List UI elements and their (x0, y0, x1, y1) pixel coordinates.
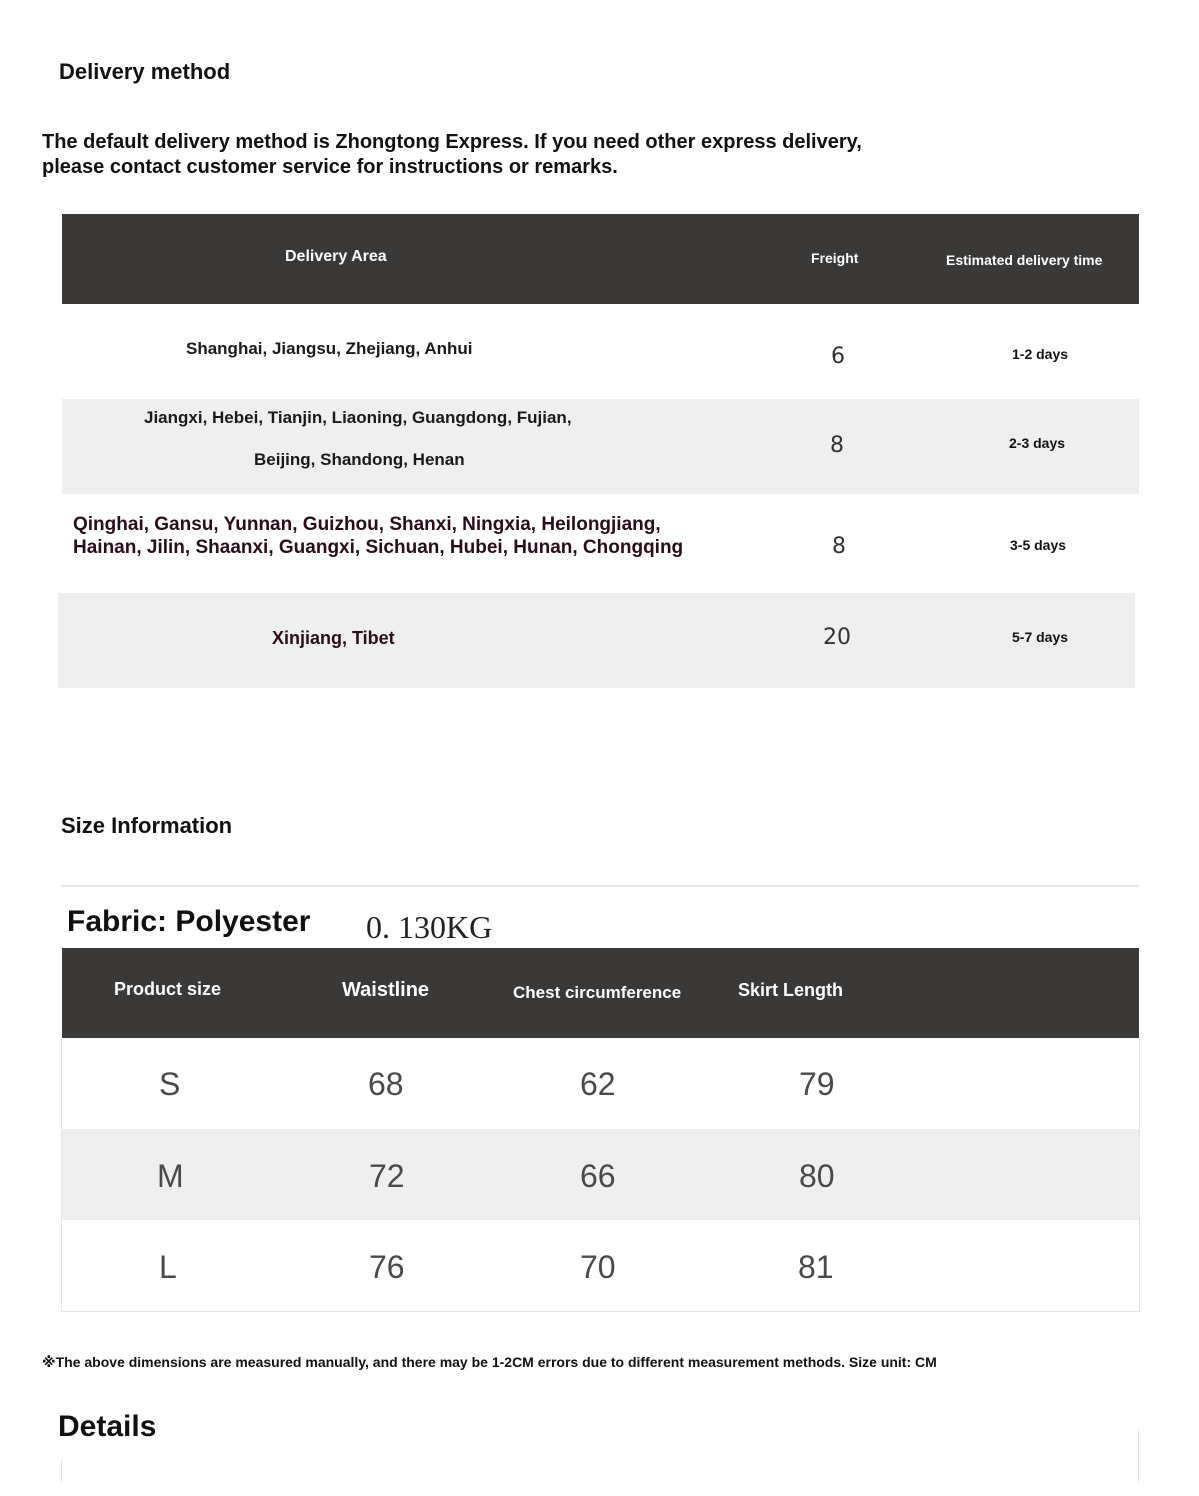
delivery-row (62, 494, 1139, 593)
delivery-area (73, 513, 683, 559)
delivery-intro (42, 130, 862, 180)
delivery-area-line2: Beijing, Shandong, Henan (254, 450, 465, 469)
header-chest: Chest circumference (513, 983, 682, 1002)
delivery-row (58, 593, 1135, 688)
delivery-time: 5-7 days (1012, 629, 1069, 645)
header-freight: Freight (811, 250, 859, 266)
section-divider (61, 885, 1139, 887)
chest-value: 62 (580, 1066, 616, 1102)
length-value: 81 (798, 1249, 834, 1285)
delivery-row (62, 399, 1139, 494)
header-waistline: Waistline (342, 979, 430, 1001)
length-value: 79 (799, 1066, 835, 1102)
details-section-title: Details (58, 1410, 157, 1443)
size-value: M (157, 1158, 184, 1194)
size-row (61, 1220, 1140, 1312)
delivery-time: 3-5 days (1010, 537, 1067, 553)
size-row (61, 1129, 1140, 1220)
table-edge (61, 1460, 62, 1482)
header-product-size: Product size (114, 979, 222, 999)
size-table-header (62, 948, 1139, 1038)
waist-value: 68 (368, 1066, 404, 1102)
size-row (61, 1038, 1140, 1129)
delivery-time: 1-2 days (1012, 346, 1069, 362)
size-value: L (159, 1249, 177, 1285)
measurement-note: ※The above dimensions are measured manually, and there may be 1-2CM errors due to different measurement methods. Size unit: CM (42, 1354, 937, 1370)
table-edge (1138, 1430, 1139, 1482)
delivery-table-header (62, 214, 1139, 304)
size-section-title: Size Information (61, 813, 233, 838)
delivery-intro-line2: please contact customer service for instructions or remarks. (42, 156, 618, 178)
delivery-area: Shanghai, Jiangsu, Zhejiang, Anhui (186, 339, 473, 358)
delivery-area-line1: Qinghai, Gansu, Yunnan, Guizhou, Shanxi, Ningxia, Heilongjiang, (73, 514, 661, 535)
delivery-area-line1: Jiangxi, Hebei, Tianjin, Liaoning, Guangdong, Fujian, (144, 408, 572, 427)
size-value: S (159, 1066, 181, 1102)
delivery-time: 2-3 days (1009, 435, 1066, 451)
header-skirt-length: Skirt Length (738, 980, 844, 1000)
chest-value: 70 (580, 1249, 616, 1285)
fabric-label: Fabric: Polyester (67, 905, 311, 938)
delivery-area: Xinjiang, Tibet (272, 628, 395, 648)
header-delivery-area: Delivery Area (285, 248, 387, 265)
waist-value: 72 (369, 1158, 405, 1194)
length-value: 80 (799, 1158, 835, 1194)
chest-value: 66 (580, 1158, 616, 1194)
freight-value: 20 (823, 625, 851, 650)
delivery-section-title: Delivery method (59, 59, 231, 84)
delivery-area-line2: Hainan, Jilin, Shaanxi, Guangxi, Sichuan, Hubei, Hunan, Chongqing (73, 537, 684, 558)
freight-value: 6 (831, 344, 845, 369)
header-estimated-time: Estimated delivery time (946, 252, 1103, 268)
delivery-intro-line1: The default delivery method is Zhongtong Express. If you need other express delivery, (42, 131, 862, 153)
weight-label: 0. 130KG (366, 909, 493, 945)
waist-value: 76 (369, 1249, 405, 1285)
freight-value: 8 (830, 433, 844, 458)
freight-value: 8 (832, 534, 846, 559)
delivery-row (62, 304, 1139, 399)
